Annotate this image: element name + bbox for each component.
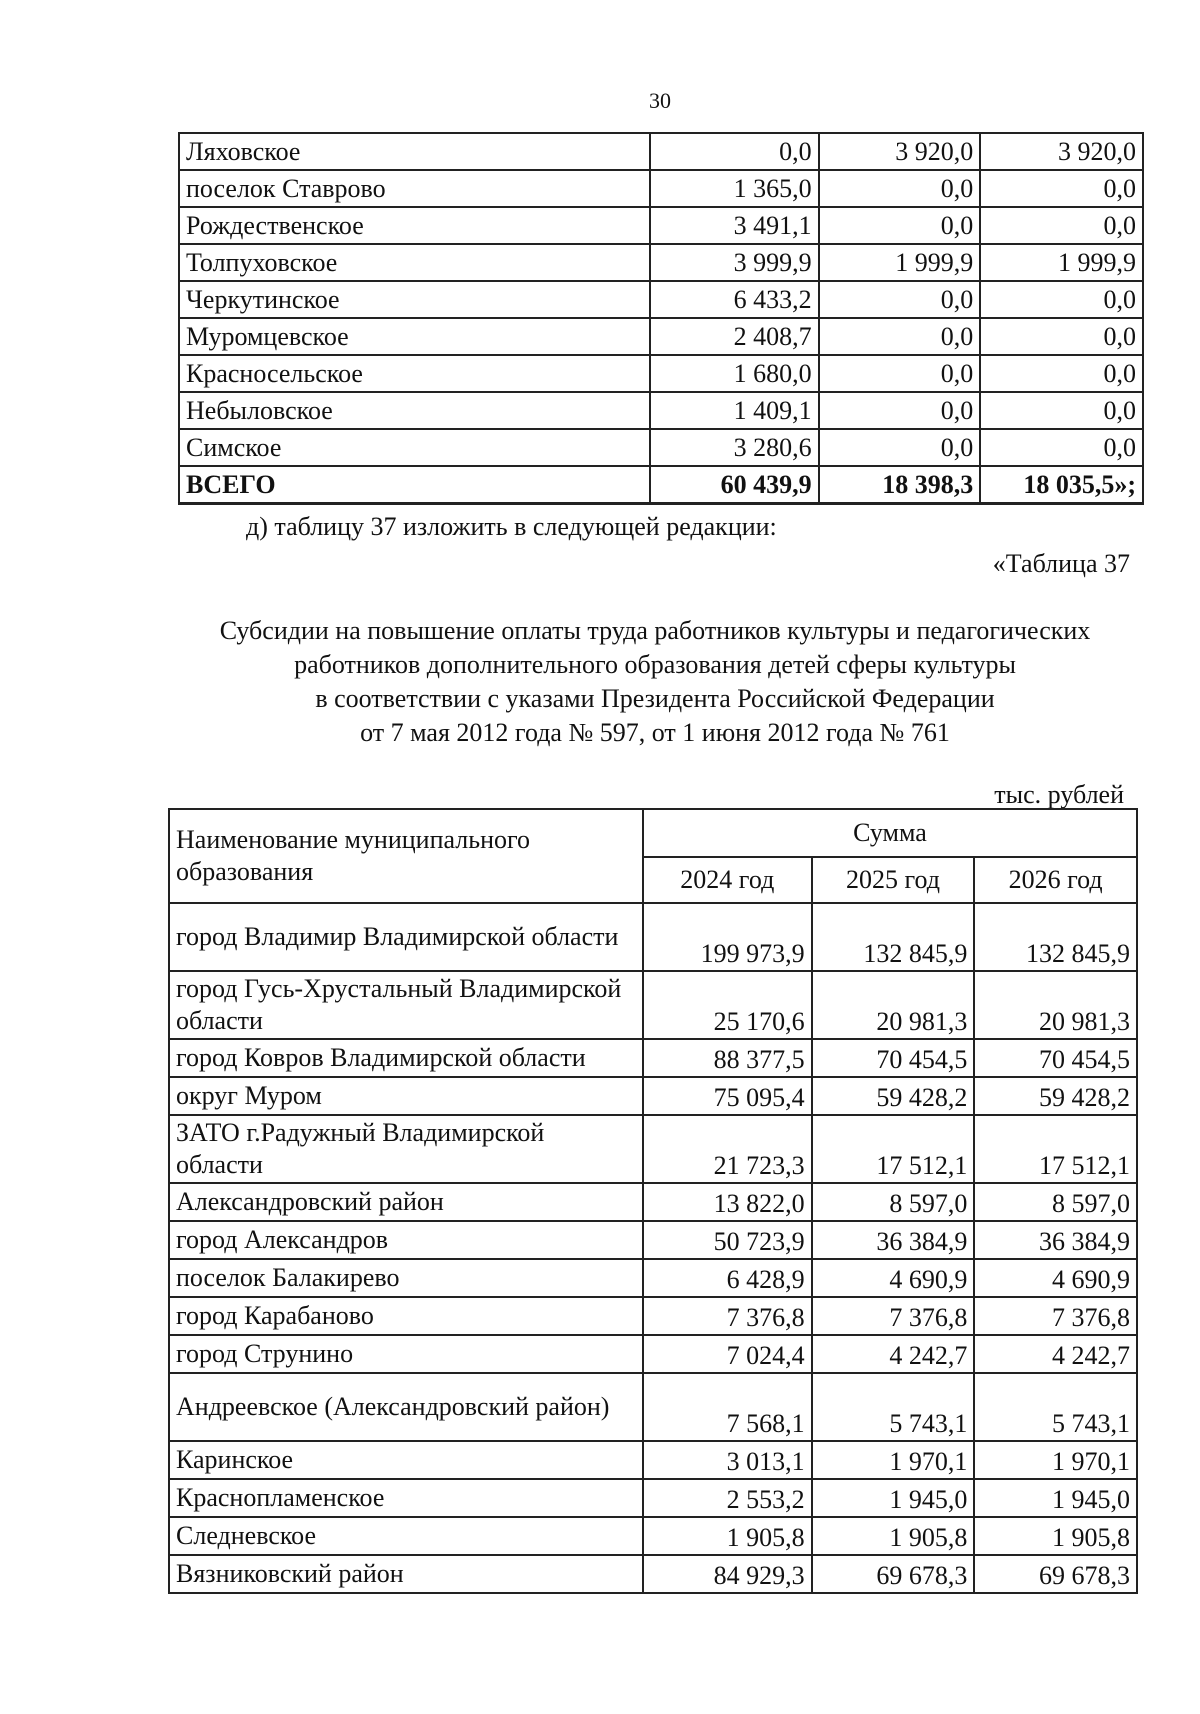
value-2025: 70 454,5 bbox=[812, 1039, 975, 1077]
value-2024: 1 365,0 bbox=[650, 170, 819, 207]
table-row bbox=[179, 318, 1143, 355]
header-year-2025: 2025 год bbox=[812, 857, 975, 903]
value-2026: 0,0 bbox=[980, 281, 1143, 318]
table-row bbox=[169, 1335, 1137, 1373]
value-2026: 0,0 bbox=[980, 170, 1143, 207]
row-name: поселок Ставрово bbox=[179, 170, 650, 207]
value-2024: 0,0 bbox=[650, 133, 819, 170]
value-2024: 1 680,0 bbox=[650, 355, 819, 392]
value-2026: 132 845,9 bbox=[974, 903, 1137, 971]
value-2024: 7 024,4 bbox=[643, 1335, 812, 1373]
row-name: Красносельское bbox=[179, 355, 650, 392]
continuation-table-body bbox=[179, 133, 1143, 504]
row-name: поселок Балакирево bbox=[169, 1259, 643, 1297]
value-2025: 17 512,1 bbox=[812, 1115, 975, 1183]
value-2026: 69 678,3 bbox=[974, 1555, 1137, 1593]
value-2025: 20 981,3 bbox=[812, 971, 975, 1039]
row-name: Краснопламенское bbox=[169, 1479, 643, 1517]
value-2024: 13 822,0 bbox=[643, 1183, 812, 1221]
value-2024: 1 409,1 bbox=[650, 392, 819, 429]
table-row bbox=[179, 429, 1143, 466]
value-2024: 84 929,3 bbox=[643, 1555, 812, 1593]
row-name: Толпуховское bbox=[179, 244, 650, 281]
value-2026: 5 743,1 bbox=[974, 1373, 1137, 1441]
table-row bbox=[179, 281, 1143, 318]
table-row bbox=[169, 1115, 1137, 1183]
value-2025: 1 905,8 bbox=[812, 1517, 975, 1555]
value-2025: 4 242,7 bbox=[812, 1335, 975, 1373]
table-row bbox=[169, 1555, 1137, 1593]
value-2025: 0,0 bbox=[819, 355, 981, 392]
table-row bbox=[179, 355, 1143, 392]
value-2025: 8 597,0 bbox=[812, 1183, 975, 1221]
table-row bbox=[169, 1441, 1137, 1479]
table-label: «Таблица 37 bbox=[992, 549, 1130, 578]
row-name: город Владимир Владимирской области bbox=[169, 903, 643, 971]
value-2025: 0,0 bbox=[819, 281, 981, 318]
value-2025: 0,0 bbox=[819, 429, 981, 466]
row-name: Черкутинское bbox=[179, 281, 650, 318]
value-2026: 1 999,9 bbox=[980, 244, 1143, 281]
table-row bbox=[169, 1221, 1137, 1259]
total-2025: 18 398,3 bbox=[819, 466, 981, 504]
page-number: 30 bbox=[649, 88, 671, 113]
value-2026: 36 384,9 bbox=[974, 1221, 1137, 1259]
table-row bbox=[169, 1039, 1137, 1077]
total-2026: 18 035,5»; bbox=[980, 466, 1143, 504]
table-row bbox=[169, 1373, 1137, 1441]
value-2026: 4 690,9 bbox=[974, 1259, 1137, 1297]
value-2025: 0,0 bbox=[819, 207, 981, 244]
value-2026: 1 945,0 bbox=[974, 1479, 1137, 1517]
row-name: округ Муром bbox=[169, 1077, 643, 1115]
title-line: в соответствии с указами Президента Российской Федерации bbox=[315, 684, 995, 713]
row-name: город Ковров Владимирской области bbox=[169, 1039, 643, 1077]
row-name: город Гусь-Хрустальный Владимирской области bbox=[169, 971, 643, 1039]
amendment-instruction: д) таблицу 37 изложить в следующей редакции: bbox=[246, 512, 777, 541]
value-2026: 20 981,3 bbox=[974, 971, 1137, 1039]
table-title bbox=[170, 614, 1140, 750]
value-2025: 132 845,9 bbox=[812, 903, 975, 971]
value-2026: 4 242,7 bbox=[974, 1335, 1137, 1373]
value-2024: 25 170,6 bbox=[643, 971, 812, 1039]
value-2025: 0,0 bbox=[819, 392, 981, 429]
row-name: Небыловское bbox=[179, 392, 650, 429]
row-name: Рождественское bbox=[179, 207, 650, 244]
table-row bbox=[169, 903, 1137, 971]
value-2026: 70 454,5 bbox=[974, 1039, 1137, 1077]
value-2026: 3 920,0 bbox=[980, 133, 1143, 170]
table-row bbox=[169, 1297, 1137, 1335]
value-2024: 2 553,2 bbox=[643, 1479, 812, 1517]
total-label: ВСЕГО bbox=[179, 466, 650, 504]
value-2026: 1 970,1 bbox=[974, 1441, 1137, 1479]
value-2025: 69 678,3 bbox=[812, 1555, 975, 1593]
value-2024: 6 428,9 bbox=[643, 1259, 812, 1297]
value-2026: 1 905,8 bbox=[974, 1517, 1137, 1555]
total-2024: 60 439,9 bbox=[650, 466, 819, 504]
value-2024: 3 491,1 bbox=[650, 207, 819, 244]
value-2026: 0,0 bbox=[980, 318, 1143, 355]
value-2025: 4 690,9 bbox=[812, 1259, 975, 1297]
value-2024: 6 433,2 bbox=[650, 281, 819, 318]
value-2026: 7 376,8 bbox=[974, 1297, 1137, 1335]
row-name: город Александров bbox=[169, 1221, 643, 1259]
value-2024: 88 377,5 bbox=[643, 1039, 812, 1077]
table-row bbox=[179, 244, 1143, 281]
title-line: от 7 мая 2012 года № 597, от 1 июня 2012 года № 761 bbox=[360, 718, 950, 747]
table-row bbox=[179, 170, 1143, 207]
value-2025: 5 743,1 bbox=[812, 1373, 975, 1441]
value-2024: 21 723,3 bbox=[643, 1115, 812, 1183]
units-label: тыс. рублей bbox=[994, 780, 1124, 809]
value-2024: 199 973,9 bbox=[643, 903, 812, 971]
header-sum: Сумма bbox=[643, 809, 1137, 857]
value-2024: 75 095,4 bbox=[643, 1077, 812, 1115]
value-2024: 7 568,1 bbox=[643, 1373, 812, 1441]
table-row bbox=[169, 1479, 1137, 1517]
value-2025: 3 920,0 bbox=[819, 133, 981, 170]
value-2026: 0,0 bbox=[980, 207, 1143, 244]
table-row bbox=[169, 1259, 1137, 1297]
header-year-2024: 2024 год bbox=[643, 857, 812, 903]
subsidy-table bbox=[168, 808, 1138, 1594]
value-2026: 0,0 bbox=[980, 355, 1143, 392]
value-2026: 0,0 bbox=[980, 429, 1143, 466]
value-2024: 3 999,9 bbox=[650, 244, 819, 281]
row-name: Каринское bbox=[169, 1441, 643, 1479]
value-2026: 17 512,1 bbox=[974, 1115, 1137, 1183]
subsidy-table-header bbox=[169, 809, 1137, 903]
value-2025: 59 428,2 bbox=[812, 1077, 975, 1115]
value-2025: 1 945,0 bbox=[812, 1479, 975, 1517]
row-name: город Карабаново bbox=[169, 1297, 643, 1335]
value-2024: 2 408,7 bbox=[650, 318, 819, 355]
title-line: Субсидии на повышение оплаты труда работников культуры и педагогических bbox=[219, 616, 1091, 645]
table-row bbox=[169, 1517, 1137, 1555]
value-2024: 3 013,1 bbox=[643, 1441, 812, 1479]
table-row bbox=[179, 392, 1143, 429]
table-row bbox=[169, 1077, 1137, 1115]
value-2025: 1 999,9 bbox=[819, 244, 981, 281]
value-2026: 59 428,2 bbox=[974, 1077, 1137, 1115]
header-year-2026: 2026 год bbox=[974, 857, 1137, 903]
table-row bbox=[169, 1183, 1137, 1221]
value-2025: 1 970,1 bbox=[812, 1441, 975, 1479]
row-name: город Струнино bbox=[169, 1335, 643, 1373]
value-2025: 0,0 bbox=[819, 170, 981, 207]
subsidy-table-body bbox=[169, 903, 1137, 1593]
value-2024: 3 280,6 bbox=[650, 429, 819, 466]
table-row bbox=[179, 133, 1143, 170]
row-name: Следневское bbox=[169, 1517, 643, 1555]
value-2026: 8 597,0 bbox=[974, 1183, 1137, 1221]
row-name: Ляховское bbox=[179, 133, 650, 170]
row-name: ЗАТО г.Радужный Владимирской области bbox=[169, 1115, 643, 1183]
table-row bbox=[179, 207, 1143, 244]
value-2026: 0,0 bbox=[980, 392, 1143, 429]
total-row bbox=[179, 466, 1143, 504]
header-row bbox=[169, 809, 1137, 857]
value-2024: 50 723,9 bbox=[643, 1221, 812, 1259]
row-name: Муромцевское bbox=[179, 318, 650, 355]
row-name: Александровский район bbox=[169, 1183, 643, 1221]
continuation-table bbox=[178, 132, 1144, 505]
value-2025: 0,0 bbox=[819, 318, 981, 355]
row-name: Вязниковский район bbox=[169, 1555, 643, 1593]
value-2025: 36 384,9 bbox=[812, 1221, 975, 1259]
title-line: работников дополнительного образования детей сферы культуры bbox=[294, 650, 1016, 679]
table-row bbox=[169, 971, 1137, 1039]
value-2024: 1 905,8 bbox=[643, 1517, 812, 1555]
value-2025: 7 376,8 bbox=[812, 1297, 975, 1335]
value-2024: 7 376,8 bbox=[643, 1297, 812, 1335]
header-municipality: Наименование муниципального образования bbox=[169, 809, 643, 903]
row-name: Симское bbox=[179, 429, 650, 466]
row-name: Андреевское (Александровский район) bbox=[169, 1373, 643, 1441]
